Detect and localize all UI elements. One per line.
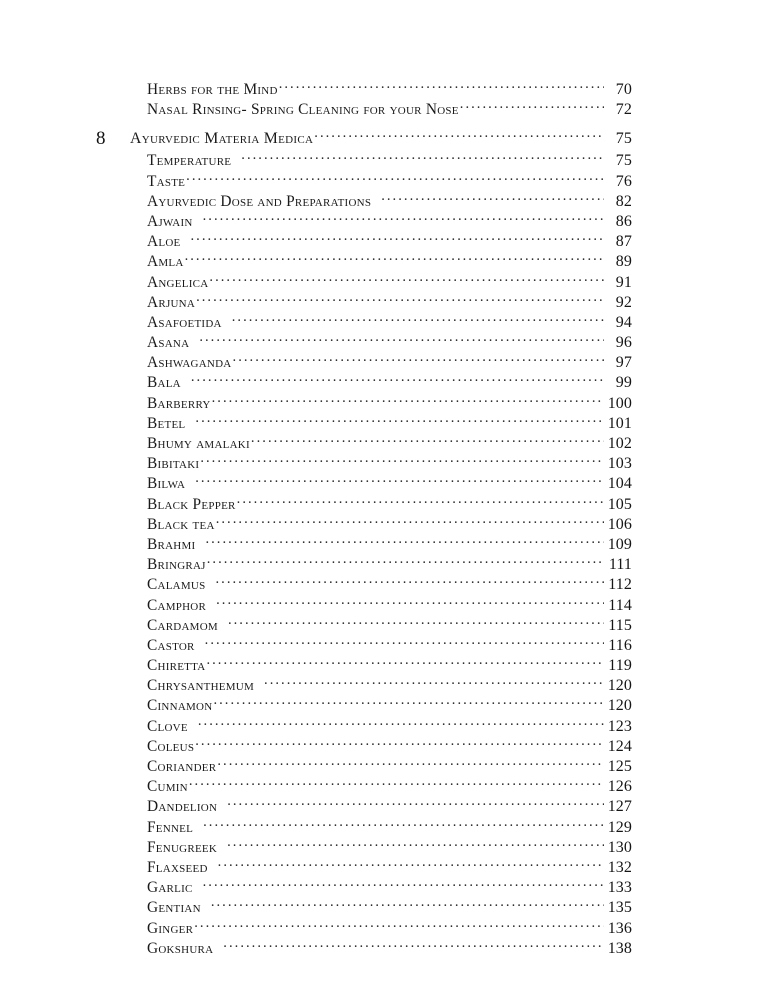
toc-entry-title: Brahmi xyxy=(147,535,196,553)
toc-entry-row[interactable] xyxy=(96,493,632,513)
dot-leader xyxy=(203,210,604,226)
toc-entry[interactable] xyxy=(130,553,632,574)
dot-leader xyxy=(228,614,604,630)
toc-entry-title: Aloe xyxy=(147,233,181,251)
dot-leader xyxy=(216,594,603,610)
toc-entry-title: Bringraj xyxy=(147,556,206,574)
toc-entry[interactable] xyxy=(130,127,632,148)
toc-entry-title: Black Pepper xyxy=(147,495,236,513)
toc-entry-row[interactable] xyxy=(96,149,632,169)
toc-entry-row[interactable] xyxy=(96,210,632,230)
toc-entry[interactable] xyxy=(130,271,632,292)
toc-entry[interactable] xyxy=(130,230,632,251)
dot-leader xyxy=(195,412,603,428)
toc-entry-row[interactable] xyxy=(96,432,632,452)
toc-page-number: 75 xyxy=(615,130,632,148)
toc-entry[interactable] xyxy=(130,694,632,715)
dot-leader xyxy=(251,432,604,448)
toc-entry-title: Fennel xyxy=(147,818,194,836)
toc-chapter-row[interactable] xyxy=(96,118,632,149)
dot-leader xyxy=(227,836,603,852)
toc-page-number: 112 xyxy=(608,576,632,594)
dot-leader xyxy=(205,533,603,549)
dot-leader xyxy=(460,98,604,114)
toc-entry-row[interactable] xyxy=(96,190,632,210)
toc-entry[interactable] xyxy=(130,533,632,554)
toc-entry-row[interactable] xyxy=(96,351,632,371)
dot-leader xyxy=(203,876,604,892)
toc-page-number: 86 xyxy=(615,212,632,230)
toc-page-number: 92 xyxy=(615,293,632,311)
toc-entry[interactable] xyxy=(130,351,632,372)
toc-entry-row[interactable] xyxy=(96,876,632,896)
toc-entry-row[interactable] xyxy=(96,311,632,331)
toc-entry[interactable] xyxy=(130,412,632,433)
toc-page-number: 124 xyxy=(607,737,632,755)
toc-page-number: 133 xyxy=(607,879,632,897)
toc-entry-title: Asafoetida xyxy=(147,313,222,331)
toc-entry-row[interactable] xyxy=(96,816,632,836)
dot-leader xyxy=(279,78,604,94)
toc-entry-title: Temperature xyxy=(147,152,232,170)
toc-page-number: 82 xyxy=(615,192,632,210)
dot-leader xyxy=(223,937,603,953)
toc-entry-row[interactable] xyxy=(96,452,632,472)
toc-entry-title: Chrysanthemum xyxy=(147,677,255,695)
toc-entry-row[interactable] xyxy=(96,271,632,291)
toc-entry[interactable] xyxy=(130,715,632,736)
toc-entry-title: Asana xyxy=(147,334,190,352)
toc-entry-title: Ajwain xyxy=(147,212,193,230)
toc-entry-row[interactable] xyxy=(96,513,632,533)
toc-entry-row[interactable] xyxy=(96,98,632,118)
toc-entry-title: Castor xyxy=(147,636,195,654)
toc-entry-row[interactable] xyxy=(96,78,632,98)
dot-leader xyxy=(200,452,603,468)
toc-entry[interactable] xyxy=(130,98,632,119)
toc-entry-row[interactable] xyxy=(96,937,632,957)
toc-entry-title: Bibitaki xyxy=(147,455,200,473)
table-of-contents xyxy=(96,78,632,957)
dot-leader xyxy=(227,795,603,811)
dot-leader xyxy=(195,735,603,751)
toc-entry[interactable] xyxy=(130,210,632,231)
toc-entry-title: Ginger xyxy=(147,919,194,937)
toc-entry-title: Bala xyxy=(147,374,181,392)
toc-entry-title: Bhumy amalaki xyxy=(147,435,250,452)
toc-entry-title: Flaxseed xyxy=(147,858,208,876)
toc-entry-title: Angelica xyxy=(147,273,209,291)
dot-leader xyxy=(186,170,603,186)
toc-entry-row[interactable] xyxy=(96,795,632,815)
toc-entry-title: Coleus xyxy=(147,737,195,755)
toc-entry[interactable] xyxy=(130,594,632,615)
toc-page-number: 111 xyxy=(608,556,632,574)
toc-entry-title: Cardamom xyxy=(147,616,218,634)
toc-entry[interactable] xyxy=(130,78,632,99)
toc-entry-title: Arjuna xyxy=(147,293,196,311)
dot-leader xyxy=(233,351,604,367)
toc-entry[interactable] xyxy=(130,392,632,413)
toc-page-number: 119 xyxy=(608,657,632,675)
toc-page-number: 116 xyxy=(608,636,632,654)
toc-entry-row[interactable] xyxy=(96,715,632,735)
toc-entry-title: Barberry xyxy=(147,394,211,412)
chapter-number: 8 xyxy=(96,128,106,150)
toc-entry-row[interactable] xyxy=(96,654,632,674)
toc-entry-row[interactable] xyxy=(96,170,632,190)
toc-entry-title: Fenugreek xyxy=(147,838,218,856)
toc-page-number: 132 xyxy=(607,858,632,876)
toc-entry-title: Cinnamon xyxy=(147,697,213,715)
dot-leader xyxy=(211,896,604,912)
toc-entry[interactable] xyxy=(130,149,632,170)
toc-page-number: 135 xyxy=(607,899,632,917)
toc-entry-title: Dandelion xyxy=(147,798,218,816)
toc-entry[interactable] xyxy=(130,674,632,695)
toc-entry[interactable] xyxy=(130,190,632,211)
toc-entry-row[interactable] xyxy=(96,412,632,432)
toc-page-number: 76 xyxy=(615,172,632,190)
toc-page-number: 102 xyxy=(607,435,632,452)
dot-leader xyxy=(194,917,603,933)
dot-leader xyxy=(217,755,603,771)
dot-leader xyxy=(203,816,603,832)
toc-entry-title: Amla xyxy=(147,253,184,271)
toc-entry-row[interactable] xyxy=(96,856,632,876)
dot-leader xyxy=(218,856,604,872)
toc-entry[interactable] xyxy=(130,735,632,756)
toc-entry[interactable] xyxy=(130,816,632,837)
toc-page-number: 97 xyxy=(615,354,632,372)
toc-entry-title: Nasal Rinsing- Spring Cleaning for your Nose xyxy=(147,101,459,119)
toc-entry-row[interactable] xyxy=(96,634,632,654)
toc-page-number: 115 xyxy=(608,616,632,634)
toc-entry-row[interactable] xyxy=(96,291,632,311)
toc-page-number: 94 xyxy=(615,313,632,331)
toc-entry[interactable] xyxy=(130,937,632,958)
dot-leader xyxy=(185,250,604,266)
toc-entry[interactable] xyxy=(130,634,632,655)
toc-page-number: 99 xyxy=(615,374,632,392)
toc-entry-row[interactable] xyxy=(96,775,632,795)
toc-entry[interactable] xyxy=(130,755,632,776)
toc-entry-row[interactable] xyxy=(96,896,632,916)
toc-page-number: 105 xyxy=(607,495,632,513)
toc-page-number: 136 xyxy=(607,919,632,937)
toc-entry[interactable] xyxy=(130,170,632,191)
toc-entry-title: Ayurvedic Dose and Preparations xyxy=(147,192,372,210)
toc-entry[interactable] xyxy=(130,836,632,857)
toc-entry[interactable] xyxy=(130,452,632,473)
toc-entry-row[interactable] xyxy=(96,371,632,391)
toc-entry-title: Ayurvedic Materia Medica xyxy=(130,130,314,148)
toc-page-number: 123 xyxy=(607,717,632,735)
toc-page-number: 114 xyxy=(608,596,632,614)
toc-entry-title: Betel xyxy=(147,414,186,432)
toc-entry-title: Herbs for the Mind xyxy=(147,81,278,98)
toc-page-number: 127 xyxy=(607,798,632,816)
toc-entry[interactable] xyxy=(130,795,632,816)
dot-leader xyxy=(264,674,603,690)
dot-leader xyxy=(189,775,604,791)
toc-entry[interactable] xyxy=(130,573,632,594)
dot-leader xyxy=(191,371,604,387)
toc-entry-title: Camphor xyxy=(147,596,207,614)
toc-entry-row[interactable] xyxy=(96,533,632,553)
dot-leader xyxy=(241,149,603,165)
dot-leader xyxy=(215,573,603,589)
dot-leader xyxy=(207,553,604,569)
toc-page-number: 120 xyxy=(607,677,632,695)
toc-page-number: 104 xyxy=(607,475,632,493)
toc-page-number: 101 xyxy=(607,414,632,432)
dot-leader xyxy=(206,654,603,670)
toc-page-number: 129 xyxy=(607,818,632,836)
toc-entry[interactable] xyxy=(130,472,632,493)
toc-entry-row[interactable] xyxy=(96,573,632,593)
toc-page-number: 125 xyxy=(607,758,632,775)
dot-leader xyxy=(213,694,603,710)
toc-entry-row[interactable] xyxy=(96,735,632,755)
toc-page-number: 126 xyxy=(607,778,632,796)
dot-leader xyxy=(199,331,603,347)
toc-entry-row[interactable] xyxy=(96,614,632,634)
toc-entry[interactable] xyxy=(130,917,632,938)
toc-page-number: 109 xyxy=(607,535,632,553)
toc-entry[interactable] xyxy=(130,331,632,352)
dot-leader xyxy=(381,190,603,206)
toc-entry-row[interactable] xyxy=(96,674,632,694)
toc-entry-title: Garlic xyxy=(147,879,193,897)
dot-leader xyxy=(209,271,603,287)
toc-entry-row[interactable] xyxy=(96,917,632,937)
toc-entry-title: Coriander xyxy=(147,758,217,775)
dot-leader xyxy=(196,291,603,307)
toc-page-number: 70 xyxy=(615,81,632,98)
toc-entry[interactable] xyxy=(130,311,632,332)
toc-entry-row[interactable] xyxy=(96,250,632,270)
toc-page-number: 138 xyxy=(607,939,632,957)
toc-entry-row[interactable] xyxy=(96,472,632,492)
dot-leader xyxy=(237,493,604,509)
toc-entry[interactable] xyxy=(130,896,632,917)
toc-entry-title: Gentian xyxy=(147,899,201,917)
dot-leader xyxy=(191,230,604,246)
toc-entry[interactable] xyxy=(130,493,632,514)
toc-entry-title: Clove xyxy=(147,717,188,735)
toc-entry-title: Cumin xyxy=(147,778,188,796)
toc-entry-row[interactable] xyxy=(96,694,632,714)
dot-leader xyxy=(198,715,604,731)
toc-page-number: 130 xyxy=(607,838,632,856)
toc-entry[interactable] xyxy=(130,775,632,796)
toc-page-number: 75 xyxy=(615,152,632,170)
toc-entry-row[interactable] xyxy=(96,594,632,614)
toc-entry-title: Calamus xyxy=(147,576,206,594)
toc-entry[interactable] xyxy=(130,513,632,534)
toc-page-number: 100 xyxy=(607,394,632,412)
toc-page-number: 89 xyxy=(615,253,632,271)
toc-entry[interactable] xyxy=(130,614,632,635)
toc-entry-row[interactable] xyxy=(96,331,632,351)
toc-entry[interactable] xyxy=(130,371,632,392)
toc-page-number: 72 xyxy=(615,101,632,119)
toc-page-number: 103 xyxy=(607,455,632,473)
toc-entry-row[interactable] xyxy=(96,553,632,573)
dot-leader xyxy=(212,392,604,408)
toc-entry[interactable] xyxy=(130,876,632,897)
toc-entry-title: Bilwa xyxy=(147,475,186,493)
toc-page-number: 106 xyxy=(607,515,632,533)
dot-leader xyxy=(314,127,603,143)
toc-page-number: 96 xyxy=(615,334,632,352)
dot-leader xyxy=(232,311,604,327)
toc-page-number: 91 xyxy=(615,273,632,291)
dot-leader xyxy=(216,513,604,529)
toc-entry[interactable] xyxy=(130,291,632,312)
toc-entry[interactable] xyxy=(130,250,632,271)
toc-page-number: 120 xyxy=(607,697,632,715)
toc-entry-title: Chiretta xyxy=(147,657,206,675)
toc-entry-row[interactable] xyxy=(96,392,632,412)
toc-entry[interactable] xyxy=(130,432,632,453)
toc-page-number: 87 xyxy=(615,233,632,251)
toc-entry[interactable] xyxy=(130,856,632,877)
toc-entry-row[interactable] xyxy=(96,230,632,250)
toc-entry-title: Ashwaganda xyxy=(147,354,232,372)
dot-leader xyxy=(205,634,604,650)
toc-entry[interactable] xyxy=(130,654,632,675)
toc-entry-title: Black tea xyxy=(147,515,215,533)
toc-entry-row[interactable] xyxy=(96,755,632,775)
toc-entry-row[interactable] xyxy=(96,836,632,856)
toc-entry-title: Taste xyxy=(147,172,186,190)
toc-entry-title: Gokshura xyxy=(147,939,214,957)
dot-leader xyxy=(195,472,603,488)
